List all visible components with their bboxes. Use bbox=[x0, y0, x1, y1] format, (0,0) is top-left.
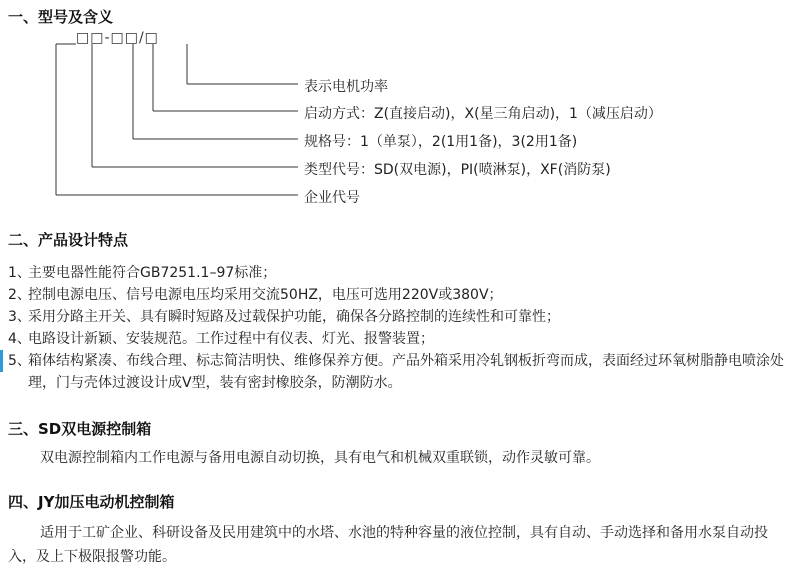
feature-num: 5、 bbox=[8, 353, 31, 369]
section1-title: 一、型号及含义 bbox=[8, 8, 114, 26]
feature-text: 采用分路主开关、具有瞬时短路及过载保护功能，确保各分路控制的连续性和可靠性； bbox=[28, 309, 560, 325]
label-company-code: 企业代号 bbox=[304, 190, 360, 206]
section4-title: 四、JY加压电动机控制箱 bbox=[8, 493, 175, 511]
section4-text: 适用于工矿企业、科研设备及民用建筑中的水塔、水池的特种容量的液位控制，具有自动、手动选择和备用水泵自动投入，及上下极限报警功能。 bbox=[8, 525, 768, 565]
feature-num: 2、 bbox=[8, 287, 31, 303]
label-motor-power: 表示电机功率 bbox=[304, 79, 388, 95]
feature-text: 电路设计新颖、安装规范。工作过程中有仪表、灯光、报警装置； bbox=[28, 331, 434, 347]
feature-text: 控制电源电压、信号电源电压均采用交流50HZ，电压可选用220V或380V； bbox=[28, 287, 503, 303]
accent-bar bbox=[0, 350, 3, 372]
label-spec-number: 规格号：1（单泵），2(1用1备)，3(2用1备) bbox=[304, 134, 578, 150]
section2-title: 二、产品设计特点 bbox=[8, 231, 129, 249]
label-type-code: 类型代号：SD(双电源)，PI(喷淋泵)，XF(消防泵) bbox=[304, 162, 611, 178]
section3-text: 双电源控制箱内工作电源与备用电源自动切换，具有电气和机械双重联锁，动作灵敏可靠。 bbox=[40, 450, 600, 466]
section3-title: 三、SD双电源控制箱 bbox=[8, 420, 152, 438]
feature-num: 4、 bbox=[8, 331, 31, 347]
feature-num: 1、 bbox=[8, 265, 31, 281]
feature-text: 箱体结构紧凑、布线合理、标志简洁明快、维修保养方便。产品外箱采用冷轧钢板折弯而成，表面经过环氧树脂静电喷涂处理，门与壳体过渡设计成V型，装有密封橡胶条，防潮防水。 bbox=[28, 353, 784, 391]
model-code-pattern: □□-□□/□ bbox=[76, 30, 159, 46]
label-start-mode: 启动方式：Z(直接启动)，X(星三角启动)，1（减压启动） bbox=[304, 106, 662, 122]
feature-num: 3、 bbox=[8, 309, 31, 325]
feature-text: 主要电器性能符合GB7251.1–97标准； bbox=[28, 265, 277, 281]
